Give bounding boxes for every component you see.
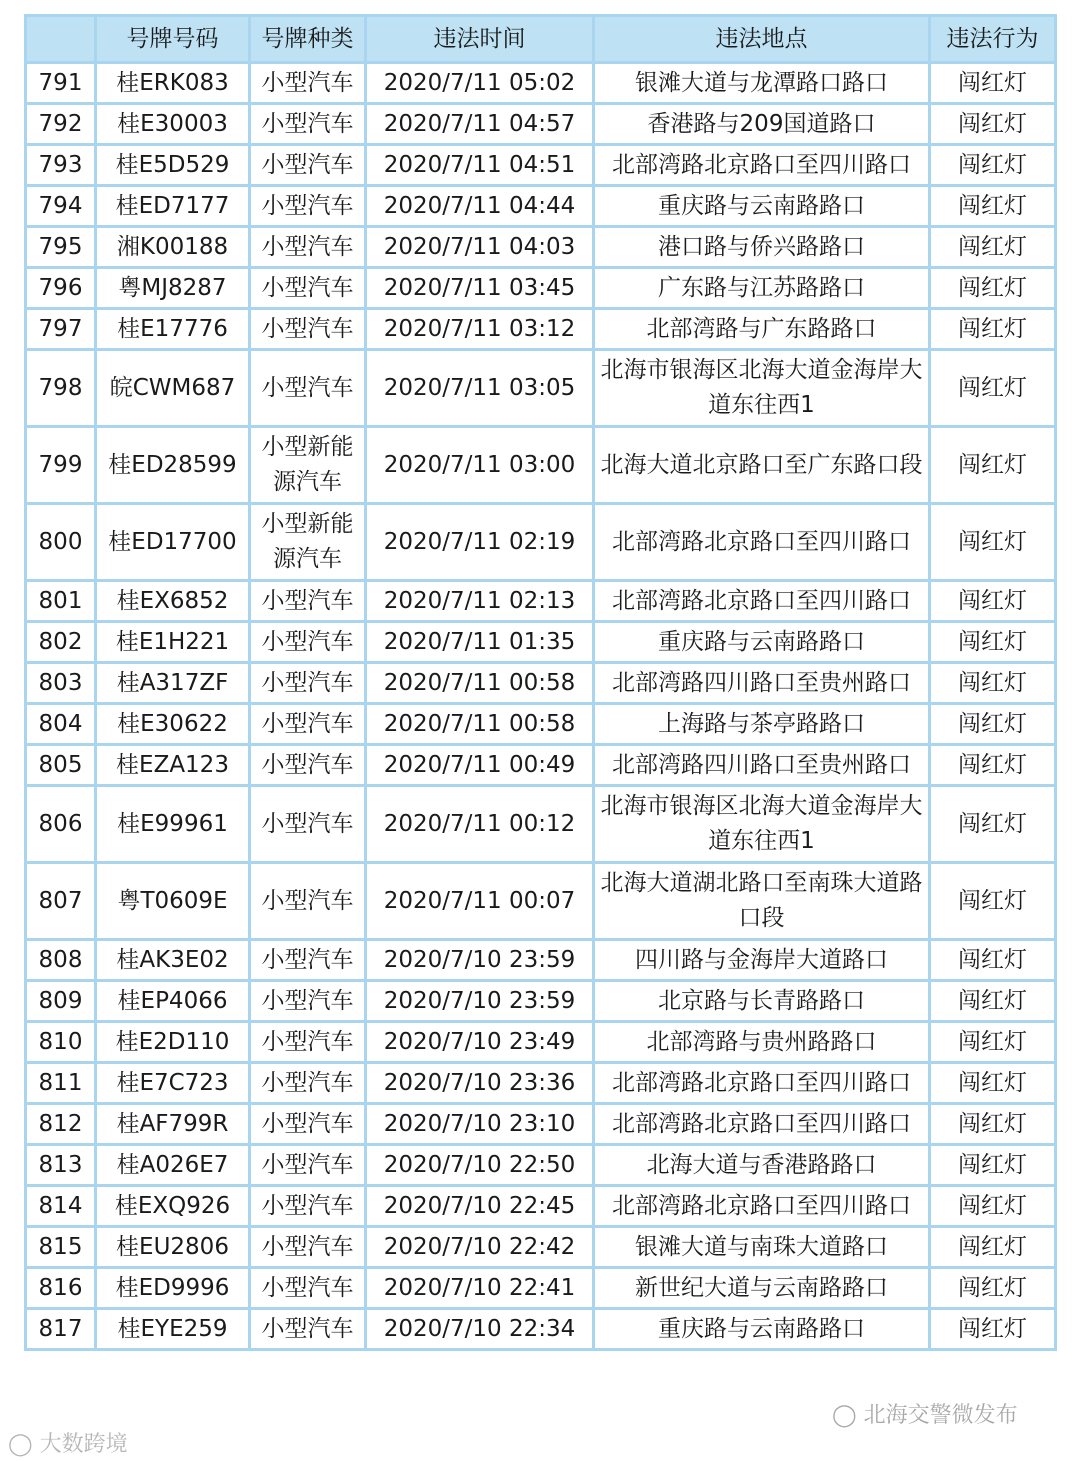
cell-location: 北部湾路北京路口至四川路口 xyxy=(594,581,930,622)
cell-plate: 桂AF799R xyxy=(96,1104,250,1145)
table-row xyxy=(26,309,1056,350)
cell-location: 北部湾路四川路口至贵州路口 xyxy=(594,745,930,786)
table-row xyxy=(26,1309,1056,1350)
cell-index: 800 xyxy=(26,504,96,581)
cell-violation: 闯红灯 xyxy=(930,1309,1056,1350)
table-row xyxy=(26,63,1056,104)
table-row xyxy=(26,940,1056,981)
table-row xyxy=(26,1227,1056,1268)
cell-index: 797 xyxy=(26,309,96,350)
cell-time: 2020/7/10 23:36 xyxy=(366,1063,594,1104)
cell-time: 2020/7/10 23:59 xyxy=(366,981,594,1022)
cell-plate-type: 小型汽车 xyxy=(250,745,366,786)
watermark-right-text: 北海交警微发布 xyxy=(863,1403,1018,1428)
table-row xyxy=(26,145,1056,186)
cell-location: 北部湾路四川路口至贵州路口 xyxy=(594,663,930,704)
table-row xyxy=(26,186,1056,227)
cell-violation: 闯红灯 xyxy=(930,63,1056,104)
cell-plate-type: 小型汽车 xyxy=(250,350,366,427)
cell-plate-type: 小型汽车 xyxy=(250,1145,366,1186)
cell-plate: 桂E2D110 xyxy=(96,1022,250,1063)
cell-violation: 闯红灯 xyxy=(930,268,1056,309)
cell-time: 2020/7/10 22:34 xyxy=(366,1309,594,1350)
cell-index: 812 xyxy=(26,1104,96,1145)
cell-index: 795 xyxy=(26,227,96,268)
cell-index: 799 xyxy=(26,427,96,504)
wechat-icon: ◯ xyxy=(832,1403,857,1428)
cell-index: 805 xyxy=(26,745,96,786)
cell-time: 2020/7/10 22:42 xyxy=(366,1227,594,1268)
cell-plate: 桂ED9996 xyxy=(96,1268,250,1309)
cell-time: 2020/7/10 23:10 xyxy=(366,1104,594,1145)
cell-plate: 桂EU2806 xyxy=(96,1227,250,1268)
cell-plate: 桂EXQ926 xyxy=(96,1186,250,1227)
cell-location: 银滩大道与南珠大道路口 xyxy=(594,1227,930,1268)
cell-location: 北海大道湖北路口至南珠大道路口段 xyxy=(594,863,930,940)
cell-location: 重庆路与云南路路口 xyxy=(594,186,930,227)
cell-plate-type: 小型新能源汽车 xyxy=(250,504,366,581)
cell-location: 北海市银海区北海大道金海岸大道东往西1 xyxy=(594,786,930,863)
cell-location: 上海路与茶亭路路口 xyxy=(594,704,930,745)
cell-location: 北部湾路北京路口至四川路口 xyxy=(594,504,930,581)
cell-plate: 粤MJ8287 xyxy=(96,268,250,309)
cell-violation: 闯红灯 xyxy=(930,663,1056,704)
cell-location: 北海大道北京路口至广东路口段 xyxy=(594,427,930,504)
watermark-right xyxy=(832,1398,1018,1429)
header-location: 违法地点 xyxy=(594,16,930,63)
cell-location: 广东路与江苏路路口 xyxy=(594,268,930,309)
cell-location: 北部湾路北京路口至四川路口 xyxy=(594,1063,930,1104)
cell-plate-type: 小型汽车 xyxy=(250,663,366,704)
cell-plate: 桂EP4066 xyxy=(96,981,250,1022)
table-row xyxy=(26,350,1056,427)
cell-violation: 闯红灯 xyxy=(930,504,1056,581)
cell-plate-type: 小型汽车 xyxy=(250,940,366,981)
cell-plate-type: 小型汽车 xyxy=(250,581,366,622)
violations-table-container xyxy=(24,14,1054,1351)
cell-plate-type: 小型汽车 xyxy=(250,863,366,940)
cell-location: 香港路与209国道路口 xyxy=(594,104,930,145)
cell-violation: 闯红灯 xyxy=(930,581,1056,622)
cell-time: 2020/7/11 04:51 xyxy=(366,145,594,186)
cell-time: 2020/7/11 05:02 xyxy=(366,63,594,104)
cell-time: 2020/7/11 02:13 xyxy=(366,581,594,622)
cell-location: 四川路与金海岸大道路口 xyxy=(594,940,930,981)
cell-plate: 桂E99961 xyxy=(96,786,250,863)
cell-plate: 桂EYE259 xyxy=(96,1309,250,1350)
cell-plate-type: 小型汽车 xyxy=(250,1022,366,1063)
cell-time: 2020/7/11 00:58 xyxy=(366,663,594,704)
cell-time: 2020/7/11 03:12 xyxy=(366,309,594,350)
cell-time: 2020/7/11 04:03 xyxy=(366,227,594,268)
cell-plate-type: 小型汽车 xyxy=(250,227,366,268)
cell-plate: 桂ERK083 xyxy=(96,63,250,104)
cell-plate: 皖CWM687 xyxy=(96,350,250,427)
cell-plate: 桂E17776 xyxy=(96,309,250,350)
cell-index: 808 xyxy=(26,940,96,981)
cell-index: 802 xyxy=(26,622,96,663)
cell-plate: 桂E7C723 xyxy=(96,1063,250,1104)
header-plate-type: 号牌种类 xyxy=(250,16,366,63)
cell-plate-type: 小型汽车 xyxy=(250,1268,366,1309)
cell-plate: 桂E5D529 xyxy=(96,145,250,186)
cell-location: 银滩大道与龙潭路口路口 xyxy=(594,63,930,104)
cell-location: 北部湾路北京路口至四川路口 xyxy=(594,1186,930,1227)
cell-plate-type: 小型汽车 xyxy=(250,786,366,863)
cell-plate-type: 小型汽车 xyxy=(250,981,366,1022)
table-row xyxy=(26,504,1056,581)
cell-time: 2020/7/11 00:49 xyxy=(366,745,594,786)
table-row xyxy=(26,663,1056,704)
cell-time: 2020/7/11 02:19 xyxy=(366,504,594,581)
cell-plate-type: 小型汽车 xyxy=(250,1309,366,1350)
table-row xyxy=(26,581,1056,622)
watermark-left xyxy=(8,1427,128,1458)
cell-violation: 闯红灯 xyxy=(930,1268,1056,1309)
cell-violation: 闯红灯 xyxy=(930,186,1056,227)
cell-index: 809 xyxy=(26,981,96,1022)
cell-plate: 桂A026E7 xyxy=(96,1145,250,1186)
cell-index: 803 xyxy=(26,663,96,704)
cell-location: 北京路与长青路路口 xyxy=(594,981,930,1022)
cell-violation: 闯红灯 xyxy=(930,427,1056,504)
cell-location: 港口路与侨兴路路口 xyxy=(594,227,930,268)
cell-index: 794 xyxy=(26,186,96,227)
cell-index: 801 xyxy=(26,581,96,622)
cell-plate-type: 小型新能源汽车 xyxy=(250,427,366,504)
cell-location: 北部湾路与广东路路口 xyxy=(594,309,930,350)
cell-time: 2020/7/10 23:59 xyxy=(366,940,594,981)
cell-violation: 闯红灯 xyxy=(930,350,1056,427)
cell-index: 798 xyxy=(26,350,96,427)
cell-violation: 闯红灯 xyxy=(930,227,1056,268)
cell-plate: 桂EZA123 xyxy=(96,745,250,786)
table-row xyxy=(26,1268,1056,1309)
cell-plate: 粤T0609E xyxy=(96,863,250,940)
cell-location: 北海大道与香港路路口 xyxy=(594,1145,930,1186)
cell-time: 2020/7/11 04:57 xyxy=(366,104,594,145)
header-violation: 违法行为 xyxy=(930,16,1056,63)
cell-violation: 闯红灯 xyxy=(930,1104,1056,1145)
cell-plate-type: 小型汽车 xyxy=(250,268,366,309)
cell-time: 2020/7/10 22:50 xyxy=(366,1145,594,1186)
cell-plate-type: 小型汽车 xyxy=(250,145,366,186)
cell-plate: 桂E30003 xyxy=(96,104,250,145)
cell-time: 2020/7/10 22:45 xyxy=(366,1186,594,1227)
cell-violation: 闯红灯 xyxy=(930,1145,1056,1186)
cell-index: 811 xyxy=(26,1063,96,1104)
cell-plate-type: 小型汽车 xyxy=(250,1227,366,1268)
cell-time: 2020/7/11 03:05 xyxy=(366,350,594,427)
cell-plate-type: 小型汽车 xyxy=(250,309,366,350)
cell-violation: 闯红灯 xyxy=(930,1227,1056,1268)
cell-plate-type: 小型汽车 xyxy=(250,1186,366,1227)
cell-plate-type: 小型汽车 xyxy=(250,704,366,745)
cell-time: 2020/7/11 01:35 xyxy=(366,622,594,663)
cell-plate: 桂A317ZF xyxy=(96,663,250,704)
cell-plate-type: 小型汽车 xyxy=(250,63,366,104)
cell-plate-type: 小型汽车 xyxy=(250,104,366,145)
cell-violation: 闯红灯 xyxy=(930,745,1056,786)
cell-plate: 桂E1H221 xyxy=(96,622,250,663)
cell-plate: 桂E30622 xyxy=(96,704,250,745)
cell-location: 北部湾路与贵州路路口 xyxy=(594,1022,930,1063)
cell-time: 2020/7/10 23:49 xyxy=(366,1022,594,1063)
table-row xyxy=(26,622,1056,663)
cell-plate-type: 小型汽车 xyxy=(250,622,366,663)
cell-location: 新世纪大道与云南路路口 xyxy=(594,1268,930,1309)
cell-time: 2020/7/11 03:45 xyxy=(366,268,594,309)
cell-index: 814 xyxy=(26,1186,96,1227)
table-row xyxy=(26,786,1056,863)
cell-time: 2020/7/11 00:12 xyxy=(366,786,594,863)
table-row xyxy=(26,745,1056,786)
cell-index: 804 xyxy=(26,704,96,745)
cell-plate-type: 小型汽车 xyxy=(250,1063,366,1104)
table-row xyxy=(26,427,1056,504)
cell-time: 2020/7/11 00:58 xyxy=(366,704,594,745)
cell-plate: 桂EX6852 xyxy=(96,581,250,622)
cell-index: 791 xyxy=(26,63,96,104)
cell-plate-type: 小型汽车 xyxy=(250,1104,366,1145)
table-row xyxy=(26,268,1056,309)
cell-index: 807 xyxy=(26,863,96,940)
cell-time: 2020/7/11 03:00 xyxy=(366,427,594,504)
cell-violation: 闯红灯 xyxy=(930,981,1056,1022)
table-row xyxy=(26,1063,1056,1104)
cell-location: 北海市银海区北海大道金海岸大道东往西1 xyxy=(594,350,930,427)
header-time: 违法时间 xyxy=(366,16,594,63)
table-body xyxy=(26,63,1056,1350)
table-row xyxy=(26,1145,1056,1186)
table-row xyxy=(26,104,1056,145)
table-row xyxy=(26,1104,1056,1145)
table-row xyxy=(26,863,1056,940)
cell-index: 817 xyxy=(26,1309,96,1350)
header-index xyxy=(26,16,96,63)
cell-plate: 湘K00188 xyxy=(96,227,250,268)
cell-violation: 闯红灯 xyxy=(930,1186,1056,1227)
cell-violation: 闯红灯 xyxy=(930,1022,1056,1063)
cell-index: 810 xyxy=(26,1022,96,1063)
table-row xyxy=(26,704,1056,745)
table-row xyxy=(26,1022,1056,1063)
cell-violation: 闯红灯 xyxy=(930,309,1056,350)
table-row xyxy=(26,1186,1056,1227)
cell-location: 重庆路与云南路路口 xyxy=(594,622,930,663)
cell-violation: 闯红灯 xyxy=(930,940,1056,981)
cell-index: 793 xyxy=(26,145,96,186)
cell-time: 2020/7/11 00:07 xyxy=(366,863,594,940)
cell-violation: 闯红灯 xyxy=(930,863,1056,940)
cell-violation: 闯红灯 xyxy=(930,704,1056,745)
violations-table xyxy=(24,14,1057,1351)
cell-index: 813 xyxy=(26,1145,96,1186)
table-row xyxy=(26,981,1056,1022)
cell-time: 2020/7/10 22:41 xyxy=(366,1268,594,1309)
cell-time: 2020/7/11 04:44 xyxy=(366,186,594,227)
cell-location: 北部湾路北京路口至四川路口 xyxy=(594,1104,930,1145)
cell-location: 北部湾路北京路口至四川路口 xyxy=(594,145,930,186)
cell-violation: 闯红灯 xyxy=(930,104,1056,145)
cell-violation: 闯红灯 xyxy=(930,622,1056,663)
cell-index: 792 xyxy=(26,104,96,145)
cell-plate-type: 小型汽车 xyxy=(250,186,366,227)
cell-plate: 桂AK3E02 xyxy=(96,940,250,981)
cell-index: 796 xyxy=(26,268,96,309)
watermark-left-text: 大数跨境 xyxy=(39,1432,128,1457)
wechat-icon: ◯ xyxy=(8,1432,33,1457)
cell-plate: 桂ED28599 xyxy=(96,427,250,504)
cell-location: 重庆路与云南路路口 xyxy=(594,1309,930,1350)
cell-violation: 闯红灯 xyxy=(930,1063,1056,1104)
cell-index: 806 xyxy=(26,786,96,863)
cell-index: 816 xyxy=(26,1268,96,1309)
cell-index: 815 xyxy=(26,1227,96,1268)
cell-plate: 桂ED7177 xyxy=(96,186,250,227)
header-plate: 号牌号码 xyxy=(96,16,250,63)
cell-violation: 闯红灯 xyxy=(930,145,1056,186)
table-header-row xyxy=(26,16,1056,63)
table-row xyxy=(26,227,1056,268)
cell-violation: 闯红灯 xyxy=(930,786,1056,863)
cell-plate: 桂ED17700 xyxy=(96,504,250,581)
